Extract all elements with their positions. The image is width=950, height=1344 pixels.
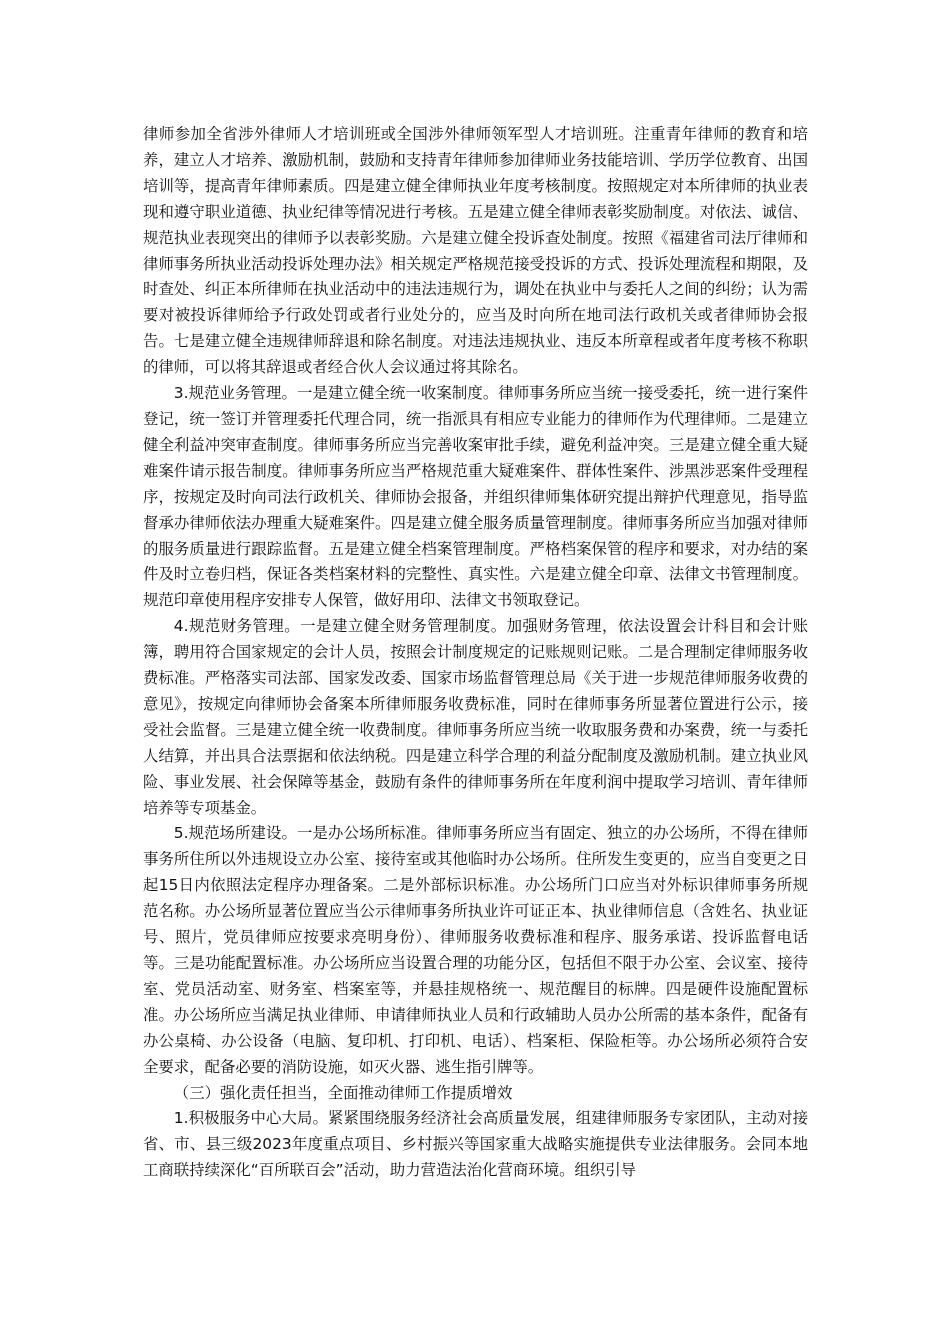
paragraph-financial-management: 4.规范财务管理。一是建立健全财务管理制度。加强财务管理，依法设置会计科目和会计账簿，聘用符合国家规定的会计人员，按照会计制度规定的记账规则记账。二是合理制定律师服务收费标准。严格落实司法部、国家发改委、国家市场监督管理总局《关于进一步规范律师服务收费的意见》，按规定向律师协会备案本所律师服务收费标准，同时在律师事务所显著位置进行公示，接受社会监督。三是建立健全统一收费制度。律师事务所应当统一收取服务费和办案费，统一与委托人结算，并出具合法票据和依法纳税。四是建立科学合理的利益分配制度及激励机制。建立执业风险、事业发展、社会保障等基金，鼓励有条件的律师事务所在年度利润中提取学习培训、青年律师培养等专项基金。 [143, 617, 808, 817]
paragraph-office-construction: 5.规范场所建设。一是办公场所标准。律师事务所应当有固定、独立的办公场所，不得在律师事务所住所以外违规设立办公室、接待室或其他临时办公场所。住所发生变更的，应当自变更之日起15日内依照法定程序办理备案。二是外部标识标准。办公场所门口应当对外标识律师事务所规范名称。办公场所显著位置应当公示律师事务所执业许可证正本、执业律师信息（含姓名、执业证号、照片，党员律师应按要求亮明身份）、律师服务收费标准和程序、服务承诺、投诉监督电话等。三是功能配置标准。办公场所应当设置合理的功能分区，包括但不限于办公室、会议室、接待室、党员活动室、财务室、档案室等，并悬挂规格统一、规范醒目的标牌。四是硬件设施配置标准。办公场所应当满足执业律师、申请律师执业人员和行政辅助人员办公所需的基本条件，配备有办公桌椅、办公设备（电脑、复印机、打印机、电话）、档案柜、保险柜等。办公场所必须符合安全要求，配备必要的消防设施，如灭火器、逃生指引牌等。 [143, 824, 808, 1076]
paragraph-business-management: 3.规范业务管理。一是建立健全统一收案制度。律师事务所应当统一接受委托，统一进行案件登记，统一签订并管理委托代理合同，统一指派具有相应专业能力的律师作为代理律师。二是建立健全利益冲突审查制度。律师事务所应当完善收案审批手续，避免利益冲突。三是建立健全重大疑难案件请示报告制度。律师事务所应当严格规范重大疑难案件、群体性案件、涉黑涉恶案件受理程序，按规定及时向司法行政机关、律师协会报备，并组织律师集体研究提出辩护代理意见，指导监督承办律师依法办理重大疑难案件。四是建立健全服务质量管理制度。律师事务所应当加强对律师的服务质量进行跟踪监督。五是建立健全档案管理制度。严格档案保管的程序和要求，对办结的案件及时立卷归档，保证各类档案材料的完整性、真实性。六是建立健全印章、法律文书管理制度。规范印章使用程序安排专人保管，做好用印、法律文书领取登记。 [143, 384, 808, 610]
section-heading-responsibility: （三）强化责任担当，全面推动律师工作提质增效 [173, 1083, 513, 1102]
paragraph-talent-management: 律师参加全省涉外律师人才培训班或全国涉外律师领军型人才培训班。注重青年律师的教育和培养，建立人才培养、激励机制，鼓励和支持青年律师参加律师业务技能培训、学历学位教育、出国培训等，提高青年律师素质。四是建立健全律师执业年度考核制度。按照规定对本所律师的执业表现和遵守职业道德、执业纪律等情况进行考核。五是建立健全律师表彰奖励制度。对依法、诚信、规范执业表现突出的律师予以表彰奖励。六是建立健全投诉查处制度。按照《福建省司法厅律师和律师事务所执业活动投诉处理办法》相关规定严格规范接受投诉的方式、投诉处理流程和期限，及时查处、纠正本所律师在执业活动中的违法违规行为，调处在执业中与委托人之间的纠纷；认为需要对被投诉律师给予行政处罚或者行业处分的，应当及时向所在地司法行政机关或者律师协会报告。七是建立健全违规律师辞退和除名制度。对违法违规执业、违反本所章程或者年度考核不称职的律师，可以将其辞退或者经合伙人会议通过将其除名。 [143, 125, 808, 377]
paragraph-serve-central-tasks: 1.积极服务中心大局。紧紧围绕服务经济社会高质量发展，组建律师服务专家团队，主动对接省、市、县三级2023年度重点项目、乡村振兴等国家重大战略实施提供专业法律服务。会同本地工商联持续深化“百所联百会”活动，助力营造法治化营商环境。组织引导 [143, 1109, 808, 1180]
document-body [143, 122, 808, 1184]
